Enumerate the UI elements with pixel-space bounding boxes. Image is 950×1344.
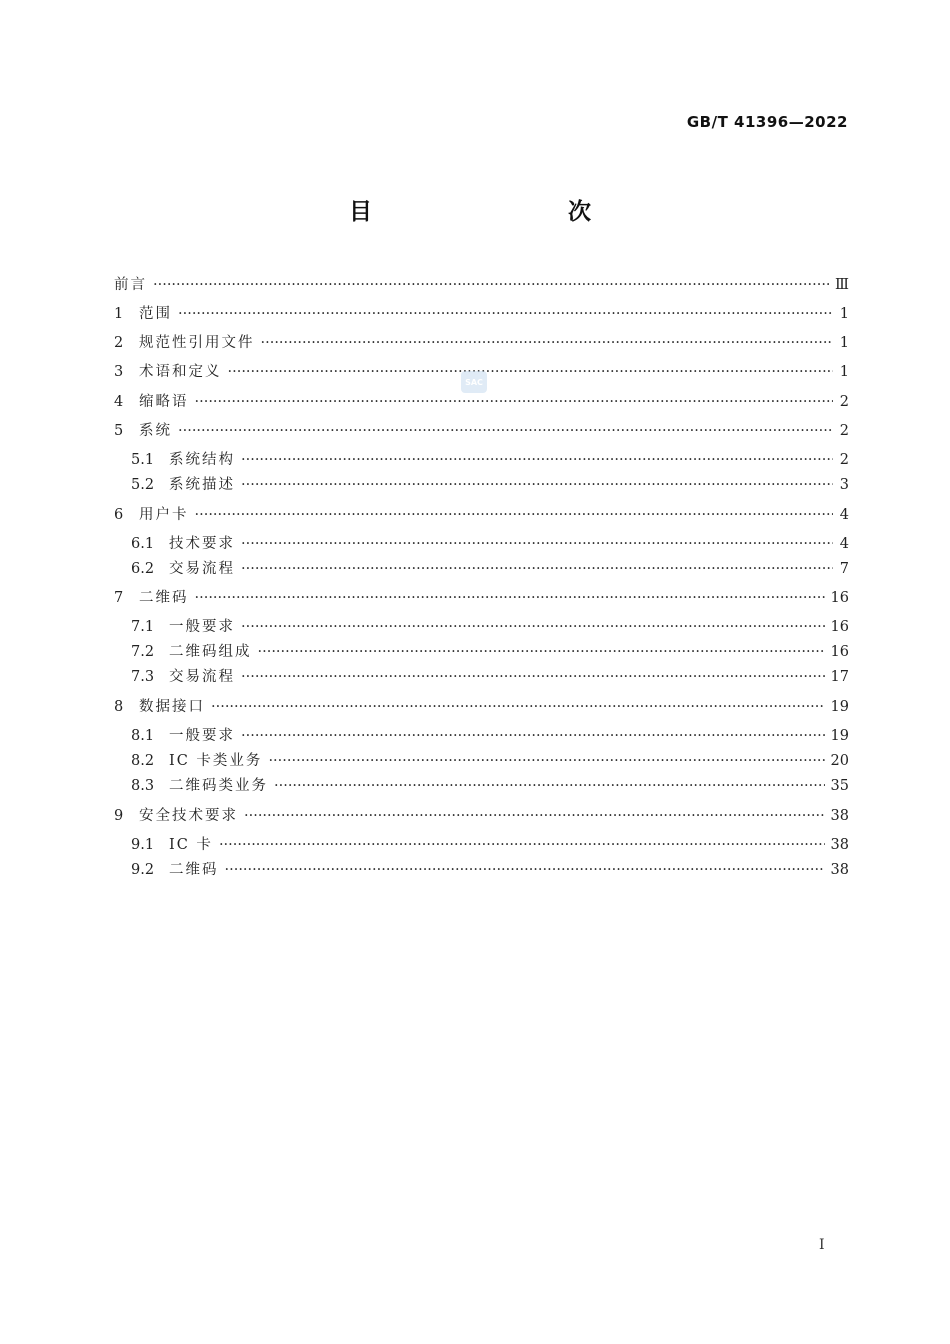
toc-entry-number: 3 <box>114 364 124 380</box>
toc-entry-label: 安全技术要求 <box>139 808 238 824</box>
dot-leader <box>244 806 825 826</box>
toc-entry-page: 16 <box>830 644 849 660</box>
toc-entry-label: 规范性引用文件 <box>139 335 255 351</box>
toc-entry-label: 一般要求 <box>169 728 235 744</box>
dot-leader <box>178 304 833 324</box>
toc-entry-number: 5.2 <box>131 477 155 493</box>
toc-entry-page: 38 <box>830 837 849 853</box>
toc-entry-number: 8 <box>114 699 124 715</box>
toc-entry[interactable] <box>114 392 849 412</box>
toc-entry-number: 9.1 <box>131 837 155 853</box>
dot-leader <box>195 588 825 608</box>
toc-entry-page: 3 <box>839 477 849 493</box>
toc-entry-number: 9.2 <box>131 862 155 878</box>
toc-entry-label: 二维码组成 <box>169 644 252 660</box>
dot-leader <box>241 534 833 554</box>
toc-entry-label: 系统描述 <box>169 477 235 493</box>
toc-entry[interactable] <box>114 333 849 353</box>
toc-entry-page: Ⅲ <box>835 277 849 293</box>
toc-entry-page: 1 <box>839 364 849 380</box>
toc-entry-page: 35 <box>830 778 849 794</box>
toc-entry-label: 系统 <box>139 423 172 439</box>
toc-entry-number: 9 <box>114 808 124 824</box>
toc-entry-page: 38 <box>830 862 849 878</box>
dot-leader <box>274 776 825 796</box>
toc-entry-number: 8.1 <box>131 728 155 744</box>
toc-entry[interactable] <box>131 776 849 796</box>
toc-entry[interactable] <box>131 617 849 637</box>
toc-entry[interactable] <box>131 751 849 771</box>
toc-entry[interactable] <box>131 559 849 579</box>
watermark-logo-icon: SAC <box>461 371 487 393</box>
toc-entry[interactable] <box>131 726 849 746</box>
toc-entry-label: 前言 <box>114 277 147 293</box>
dot-leader <box>241 667 825 687</box>
toc-entry-number: 7 <box>114 590 124 606</box>
toc-entry[interactable] <box>131 642 849 662</box>
toc-entry-page: 2 <box>839 394 849 410</box>
dot-leader <box>241 475 833 495</box>
dot-leader <box>178 421 833 441</box>
toc-entry-label: 二维码 <box>139 590 189 606</box>
toc-entry[interactable] <box>114 505 849 525</box>
toc-entry-page: 38 <box>830 808 849 824</box>
toc-entry[interactable] <box>131 860 849 880</box>
toc-entry-label: 范围 <box>139 306 172 322</box>
dot-leader <box>268 751 824 771</box>
toc-entry-label: 二维码 <box>169 862 219 878</box>
toc-entry[interactable] <box>114 806 849 826</box>
dot-leader <box>195 392 834 412</box>
toc-entry-page: 16 <box>830 619 849 635</box>
dot-leader <box>241 726 825 746</box>
toc-entry-page: 19 <box>830 728 849 744</box>
dot-leader <box>195 505 834 525</box>
toc-entry-page: 19 <box>830 699 849 715</box>
toc-entry-number: 4 <box>114 394 124 410</box>
toc-entry-page: 17 <box>830 669 849 685</box>
toc-entry-number: 7.1 <box>131 619 155 635</box>
toc-entry-label: 用户卡 <box>139 507 189 523</box>
toc-entry-page: 20 <box>830 753 849 769</box>
dot-leader <box>241 559 833 579</box>
toc-entry-label: 二维码类业务 <box>169 778 268 794</box>
toc-entry[interactable] <box>114 697 849 717</box>
toc-entry-number: 7.3 <box>131 669 155 685</box>
toc-entry-label: 交易流程 <box>169 561 235 577</box>
toc-entry-number: 5.1 <box>131 452 155 468</box>
dot-leader <box>261 333 834 353</box>
toc-entry-label: 数据接口 <box>139 699 205 715</box>
toc-entry-page: 7 <box>839 561 849 577</box>
toc-entry[interactable] <box>114 304 849 324</box>
toc-entry-label: 交易流程 <box>169 669 235 685</box>
dot-leader <box>228 362 834 382</box>
page-title: 目 次 <box>349 199 641 225</box>
toc-entry-label: IC 卡类业务 <box>169 753 263 769</box>
toc-entry[interactable] <box>131 534 849 554</box>
toc-entry[interactable] <box>131 835 849 855</box>
toc-entry[interactable] <box>114 588 849 608</box>
toc-entry[interactable] <box>114 421 849 441</box>
page-number: I <box>819 1237 825 1253</box>
toc-entry-page: 2 <box>839 452 849 468</box>
toc-entry-label: 一般要求 <box>169 619 235 635</box>
toc-entry-page: 4 <box>839 536 849 552</box>
toc-entry-label: 缩略语 <box>139 394 189 410</box>
toc-entry-number: 1 <box>114 306 124 322</box>
toc-entry[interactable] <box>114 275 849 295</box>
toc-entry-page: 2 <box>839 423 849 439</box>
toc-entry-number: 6.2 <box>131 561 155 577</box>
standard-code: GB/T 41396—2022 <box>686 113 848 131</box>
toc-entry-label: 技术要求 <box>169 536 235 552</box>
toc-entry-page: 16 <box>830 590 849 606</box>
toc-entry-label: IC 卡 <box>169 837 213 853</box>
toc-entry-page: 1 <box>839 306 849 322</box>
dot-leader <box>225 860 825 880</box>
toc-entry-number: 6 <box>114 507 124 523</box>
toc-entry-page: 1 <box>839 335 849 351</box>
toc-entry-number: 5 <box>114 423 124 439</box>
toc-entry-number: 6.1 <box>131 536 155 552</box>
toc-entry-number: 8.2 <box>131 753 155 769</box>
toc-entry-label: 系统结构 <box>169 452 235 468</box>
toc-entry-number: 8.3 <box>131 778 155 794</box>
dot-leader <box>153 275 829 295</box>
dot-leader <box>219 835 825 855</box>
toc-entry-page: 4 <box>839 507 849 523</box>
toc-entry-number: 2 <box>114 335 124 351</box>
dot-leader <box>241 617 825 637</box>
toc-entry[interactable] <box>131 450 849 470</box>
toc-entry-label: 术语和定义 <box>139 364 222 380</box>
dot-leader <box>258 642 825 662</box>
dot-leader <box>211 697 825 717</box>
toc-entry[interactable] <box>131 475 849 495</box>
dot-leader <box>241 450 833 470</box>
table-of-contents <box>114 0 849 1344</box>
toc-entry-number: 7.2 <box>131 644 155 660</box>
toc-entry[interactable] <box>131 667 849 687</box>
